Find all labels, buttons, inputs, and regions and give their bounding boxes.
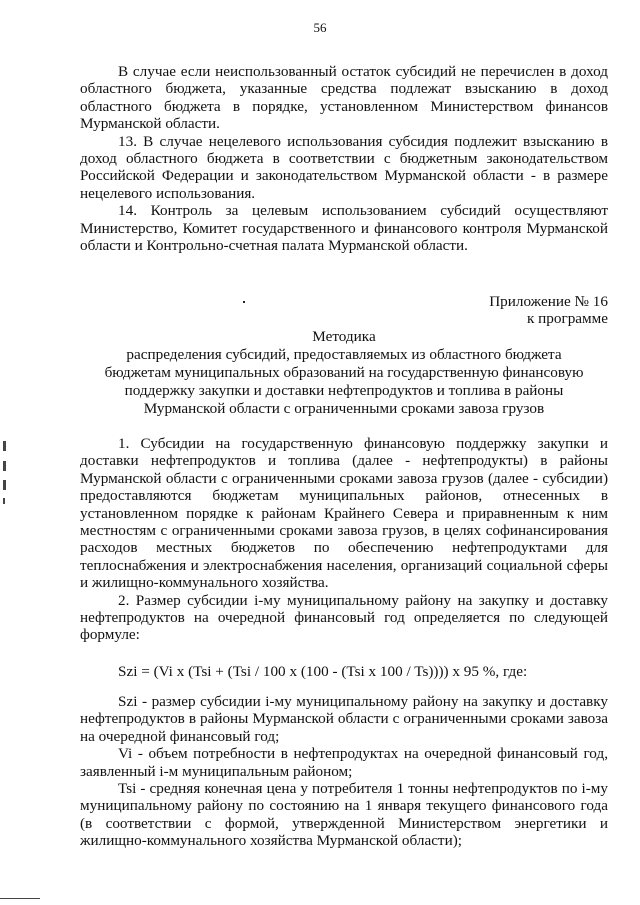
subtitle-line: Мурманской области с ограниченными сроками завоза грузов [143,400,545,417]
paragraph-2: 2. Размер субсидии i-му муниципальному району на закупку и доставку нефтепродуктов на очередной финансовый год определяется по следующей формуле: [80,591,608,644]
scan-bottom-line [0,898,40,899]
page-number: 56 [313,20,327,35]
paragraph-unused-balance: В случае если неиспользованный остаток субсидий не перечислен в доход областного бюджета, указанные средства подлежат взысканию в доход областного бюджета в порядке, установленном Министерством финансов Мурманской области. [80,63,608,133]
subsidy-formula: Szi = (Vi x (Tsi + (Tsi / 100 x (100 - (Tsi x 100 / Ts)))) x 95 %, где: [118,663,528,680]
appendix-reference [489,293,608,328]
formula-definitions [80,693,608,850]
definition-vi: Vi - объем потребности в нефтепродуктах на очередной финансовый год, заявленный i-м муниципальным районом; [80,745,608,780]
subtitle-line: бюджетам муниципальных образований на государственную финансовую [104,364,584,381]
appendix-program: к программе [526,310,608,328]
scan-edge-mark [3,461,6,471]
closing-paragraphs [80,63,608,254]
document-title: Методика [312,328,376,345]
paragraph-1: 1. Субсидии на государственную финансовую поддержку закупки и доставки нефтепродуктов и топлива (далее - нефтепродукты) в районы Мурманской области с ограниченными сроками завоза грузов (далее - субсидии) предоставляются бюджетам муниципальных районов, отнесенных в установленном порядке к районам Крайнего Севера и приравненным к ним местностям с ограниченными сроками завоза грузов, в целях софинансирования расходов местных бюджетов по обеспечению нефтепродуктами для теплоснабжения и электроснабжения населения, организаций социальной сферы и жилищно-коммунального хозяйства. [80,435,608,592]
scan-edge-mark [3,498,5,504]
subtitle-line: поддержку закупки и доставки нефтепродуктов и топлива в районы [124,382,564,399]
definition-szi: Szi - размер субсидии i-му муниципальному району на закупку и доставку нефтепродуктов в районы Мурманской области с ограниченными сроками завоза на очередной финансовый год; [80,693,608,745]
methodology-body [80,435,608,644]
paragraph-13: 13. В случае нецелевого использования субсидия подлежит взысканию в доход областного бюджета в соответствии с бюджетным законодательством Российской Федерации и законодательством Мурманской области - в размере нецелевого использования. [80,132,608,202]
definition-tsi: Tsi - средняя конечная цена у потребителя 1 тонны нефтепродуктов по i-му муниципальному району по состоянию на 1 января текущего финансового года (в соответствии с формой, утвержденной Министерством энергетики и жилищно-коммунального хозяйства Мурманской области); [80,780,608,850]
paragraph-14: 14. Контроль за целевым использованием субсидий осуществляют Министерство, Комитет государственного и финансового контроля Мурманской области и Контрольно-счетная палата Мурманской области. [80,202,608,255]
document-subtitle [80,346,608,418]
scan-speck [243,301,245,303]
subtitle-line: распределения субсидий, предоставляемых из областного бюджета [126,346,562,363]
appendix-number: Приложение № 16 [489,293,608,310]
scan-edge-mark [3,441,6,451]
scan-edge-mark [3,480,6,490]
